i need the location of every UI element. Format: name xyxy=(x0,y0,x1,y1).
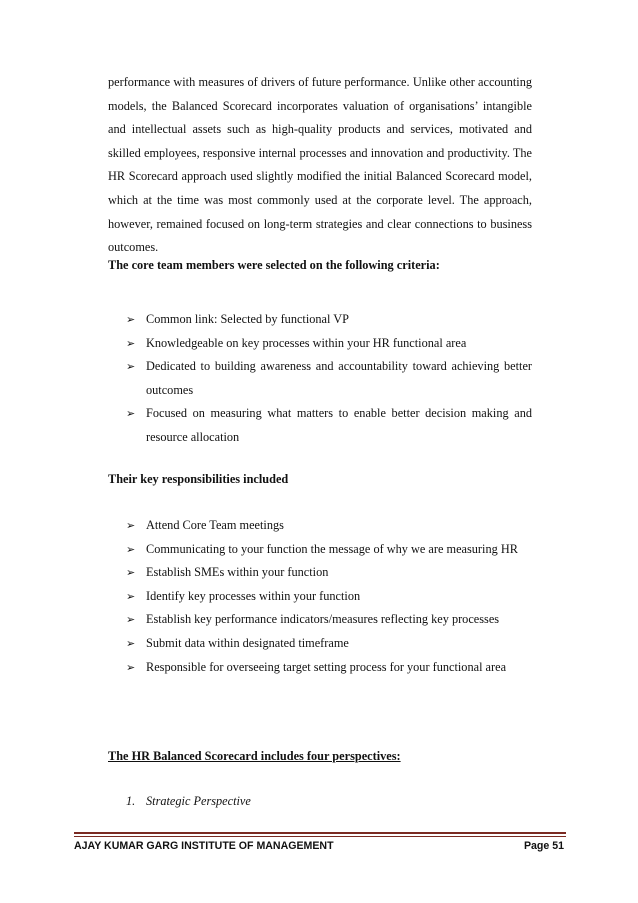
list-item-text: Responsible for overseeing target setting process for your functional area xyxy=(146,659,507,674)
arrow-bullet-icon: ➢ xyxy=(126,360,136,374)
intro-paragraph: performance with measures of drivers of future performance. Unlike other accounting models, the Balanced Scorecard incorporates valuation of organisations’ intangible and intellectual assets such as high-quality products and services, motivated and skilled employees, responsive internal processes and innovation and productivity. The HR Scorecard approach used slightly modified the initial Balanced Scorecard model, which at the time was most commonly used at the corporate level. The approach, however, remained focused on long-term strategies and clear connections to business outcomes. xyxy=(108,75,532,255)
arrow-bullet-icon: ➢ xyxy=(126,636,136,650)
footer-rule xyxy=(74,836,566,837)
list-item-text: Establish SMEs within your function xyxy=(146,565,329,580)
list-item-text: Identify key processes within your function xyxy=(146,588,361,603)
criteria-heading: The core team members were selected on the following criteria: xyxy=(108,258,440,272)
list-item-text: Dedicated to building awareness and accountability toward achieving better outcomes xyxy=(146,359,532,397)
arrow-bullet-icon: ➢ xyxy=(126,613,136,627)
responsibilities-list xyxy=(126,514,532,679)
arrow-bullet-icon: ➢ xyxy=(126,313,136,326)
page-number: Page 51 xyxy=(523,840,564,852)
arrow-bullet-icon: ➢ xyxy=(126,336,136,350)
list-item xyxy=(126,561,532,585)
arrow-bullet-icon: ➢ xyxy=(126,519,136,532)
list-item xyxy=(126,514,532,538)
list-item xyxy=(126,355,532,402)
footer-rule xyxy=(74,832,566,834)
arrow-bullet-icon: ➢ xyxy=(126,589,136,603)
list-item-text: Focused on measuring what matters to enable better decision making and resource allocation xyxy=(146,406,532,444)
list-item xyxy=(126,402,532,449)
list-item xyxy=(126,585,532,609)
perspectives-heading: The HR Balanced Scorecard includes four perspectives: xyxy=(108,749,401,763)
list-item xyxy=(126,332,532,356)
arrow-bullet-icon: ➢ xyxy=(126,660,136,674)
criteria-list xyxy=(126,308,532,450)
perspective-label: Strategic Perspective xyxy=(146,794,251,808)
list-item-text: Establish key performance indicators/measures reflecting key processes xyxy=(146,612,500,627)
footer-institute: AJAY KUMAR GARG INSTITUTE OF MANAGEMENT xyxy=(74,840,334,852)
arrow-bullet-icon: ➢ xyxy=(126,407,136,421)
list-item xyxy=(126,538,532,562)
list-item-text: Submit data within designated timeframe xyxy=(146,635,349,650)
arrow-bullet-icon: ➢ xyxy=(126,542,136,556)
list-item xyxy=(126,632,532,656)
responsibilities-heading: Their key responsibilities included xyxy=(108,472,289,486)
perspective-item xyxy=(126,794,251,809)
arrow-bullet-icon: ➢ xyxy=(126,566,136,580)
list-item-text: Common link: Selected by functional VP xyxy=(146,312,349,326)
list-item-text: Communicating to your function the message of why we are measuring HR xyxy=(146,541,518,556)
list-item-text: Attend Core Team meetings xyxy=(146,518,284,532)
list-item-text: Knowledgeable on key processes within your HR functional area xyxy=(146,335,467,350)
list-item xyxy=(126,608,532,632)
perspective-number: 1. xyxy=(126,794,136,808)
list-item xyxy=(126,308,532,332)
list-item xyxy=(126,656,532,680)
